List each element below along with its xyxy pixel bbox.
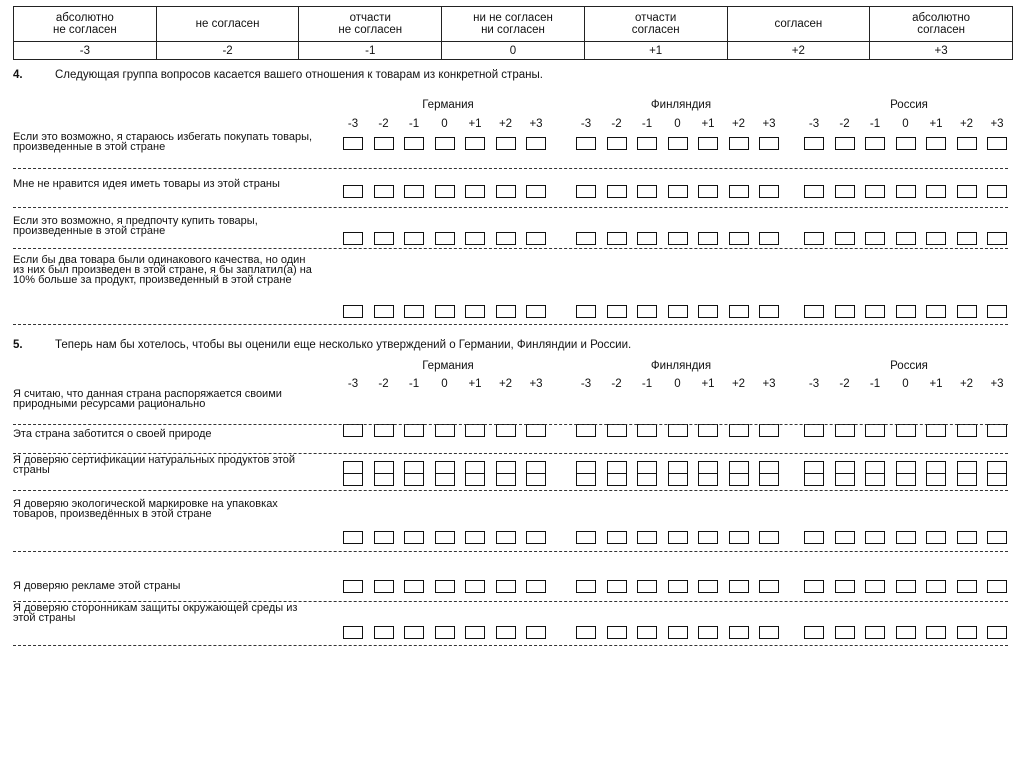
rating-checkbox[interactable] <box>526 424 546 437</box>
rating-checkbox[interactable] <box>374 424 394 437</box>
rating-checkbox[interactable] <box>576 185 596 198</box>
rating-checkbox[interactable] <box>404 137 424 150</box>
rating-checkbox[interactable] <box>607 580 627 593</box>
rating-checkbox[interactable] <box>896 531 916 544</box>
rating-checkbox[interactable] <box>987 473 1007 486</box>
rating-checkbox[interactable] <box>835 424 855 437</box>
rating-checkbox[interactable] <box>926 473 946 486</box>
question-5-number: 5. <box>13 339 23 351</box>
rating-checkbox[interactable] <box>668 185 688 198</box>
rating-checkbox[interactable] <box>698 232 718 245</box>
row-divider <box>13 207 1008 208</box>
rating-checkbox[interactable] <box>865 580 885 593</box>
scale-number: +1 <box>701 118 715 130</box>
scale-number: +3 <box>529 118 543 130</box>
rating-checkbox[interactable] <box>759 137 779 150</box>
scale-number: +1 <box>929 118 943 130</box>
scale-number: -2 <box>378 378 389 390</box>
rating-checkbox[interactable] <box>343 580 363 593</box>
rating-checkbox[interactable] <box>637 626 657 639</box>
rating-checkbox[interactable] <box>607 473 627 486</box>
scale-number: -2 <box>611 118 622 130</box>
rating-checkbox[interactable] <box>668 580 688 593</box>
scale-value: +2 <box>727 42 870 60</box>
rating-checkbox[interactable] <box>343 531 363 544</box>
rating-checkbox[interactable] <box>668 473 688 486</box>
scale-value: -1 <box>299 42 442 60</box>
rating-checkbox[interactable] <box>896 137 916 150</box>
rating-checkbox[interactable] <box>374 531 394 544</box>
rating-checkbox[interactable] <box>607 305 627 318</box>
rating-checkbox[interactable] <box>343 626 363 639</box>
rating-checkbox[interactable] <box>926 137 946 150</box>
question-4-text: Следующая группа вопросов касается вашего отношения к товарам из конкретной страны. <box>55 69 543 81</box>
rating-checkbox[interactable] <box>496 137 516 150</box>
rating-checkbox[interactable] <box>637 305 657 318</box>
statement-text: Если это возможно, я стараюсь избегать покупать товары, произведенные в этой стране <box>13 131 313 153</box>
rating-checkbox[interactable] <box>374 185 394 198</box>
rating-checkbox[interactable] <box>374 137 394 150</box>
rating-checkbox[interactable] <box>668 232 688 245</box>
rating-checkbox[interactable] <box>465 531 485 544</box>
statement-text: Если это возможно, я предпочту купить товары, произведенные в этой стране <box>13 215 258 237</box>
rating-checkbox[interactable] <box>804 305 824 318</box>
rating-checkbox[interactable] <box>759 531 779 544</box>
rating-checkbox[interactable] <box>465 185 485 198</box>
rating-checkbox[interactable] <box>957 232 977 245</box>
rating-checkbox[interactable] <box>526 185 546 198</box>
rating-checkbox[interactable] <box>698 137 718 150</box>
scale-number: +3 <box>990 378 1004 390</box>
rating-checkbox[interactable] <box>668 137 688 150</box>
rating-checkbox[interactable] <box>576 580 596 593</box>
scale-number: +1 <box>929 378 943 390</box>
scale-number: +2 <box>731 378 746 390</box>
rating-checkbox[interactable] <box>835 185 855 198</box>
rating-checkbox[interactable] <box>374 580 394 593</box>
rating-checkbox[interactable] <box>576 531 596 544</box>
scale-number: -1 <box>869 118 881 130</box>
statement-text: Я доверяю сторонникам защиты окружающей среды из этой страны <box>13 602 298 624</box>
rating-checkbox[interactable] <box>987 137 1007 150</box>
rating-checkbox[interactable] <box>729 137 749 150</box>
rating-checkbox[interactable] <box>343 473 363 486</box>
scale-number: -1 <box>869 378 881 390</box>
rating-checkbox[interactable] <box>926 305 946 318</box>
rating-checkbox[interactable] <box>374 626 394 639</box>
rating-checkbox[interactable] <box>865 137 885 150</box>
rating-checkbox[interactable] <box>698 626 718 639</box>
country-header: Россия <box>890 99 928 111</box>
rating-checkbox[interactable] <box>865 424 885 437</box>
country-header: Финляндия <box>650 99 712 111</box>
scale-number: -2 <box>378 118 389 130</box>
rating-checkbox[interactable] <box>865 473 885 486</box>
rating-checkbox[interactable] <box>404 473 424 486</box>
rating-checkbox[interactable] <box>698 424 718 437</box>
row-divider <box>13 324 1008 325</box>
scale-number: -3 <box>808 378 820 390</box>
statement-text: Мне не нравится идея иметь товары из этой страны <box>13 178 280 190</box>
rating-checkbox[interactable] <box>835 232 855 245</box>
rating-checkbox[interactable] <box>804 424 824 437</box>
scale-label: согласен <box>727 7 870 42</box>
rating-checkbox[interactable] <box>435 137 455 150</box>
rating-checkbox[interactable] <box>957 473 977 486</box>
rating-checkbox[interactable] <box>896 580 916 593</box>
scale-number: +2 <box>959 118 974 130</box>
rating-checkbox[interactable] <box>926 424 946 437</box>
scale-number: -2 <box>839 118 850 130</box>
scale-label: ни не согласен ни согласен <box>442 7 585 42</box>
rating-checkbox[interactable] <box>759 424 779 437</box>
rating-checkbox[interactable] <box>404 424 424 437</box>
rating-checkbox[interactable] <box>526 305 546 318</box>
scale-label: не согласен <box>156 7 299 42</box>
scale-number: 0 <box>674 118 681 130</box>
rating-checkbox[interactable] <box>835 531 855 544</box>
rating-checkbox[interactable] <box>668 626 688 639</box>
rating-checkbox[interactable] <box>404 305 424 318</box>
rating-checkbox[interactable] <box>435 232 455 245</box>
rating-checkbox[interactable] <box>804 580 824 593</box>
rating-checkbox[interactable] <box>465 473 485 486</box>
rating-checkbox[interactable] <box>526 531 546 544</box>
statement-text: Эта страна заботится о своей природе <box>13 428 212 440</box>
rating-checkbox[interactable] <box>435 424 455 437</box>
scale-number: +1 <box>701 378 715 390</box>
row-divider <box>13 168 1008 169</box>
rating-checkbox[interactable] <box>729 626 749 639</box>
scale-number: 0 <box>902 118 909 130</box>
rating-checkbox[interactable] <box>465 580 485 593</box>
rating-checkbox[interactable] <box>637 473 657 486</box>
scale-number: +2 <box>498 378 513 390</box>
rating-checkbox[interactable] <box>957 305 977 318</box>
rating-checkbox[interactable] <box>926 580 946 593</box>
rating-checkbox[interactable] <box>404 531 424 544</box>
rating-checkbox[interactable] <box>698 473 718 486</box>
scale-label: абсолютно не согласен <box>14 7 157 42</box>
rating-checkbox[interactable] <box>957 424 977 437</box>
scale-number: +2 <box>959 378 974 390</box>
rating-checkbox[interactable] <box>804 137 824 150</box>
scale-number: -1 <box>641 118 653 130</box>
rating-checkbox[interactable] <box>729 531 749 544</box>
rating-checkbox[interactable] <box>804 185 824 198</box>
rating-checkbox[interactable] <box>637 185 657 198</box>
rating-checkbox[interactable] <box>576 305 596 318</box>
rating-checkbox[interactable] <box>526 473 546 486</box>
rating-checkbox[interactable] <box>607 531 627 544</box>
rating-checkbox[interactable] <box>668 424 688 437</box>
rating-checkbox[interactable] <box>435 531 455 544</box>
rating-checkbox[interactable] <box>343 305 363 318</box>
country-header: Германия <box>422 99 474 111</box>
rating-checkbox[interactable] <box>526 232 546 245</box>
statement-text: Я доверяю экологической маркировке на упаковках товаров, произведённых в этой стране <box>13 498 278 520</box>
statement-text: Я доверяю сертификации натуральных продуктов этой страны <box>13 454 296 476</box>
rating-checkbox[interactable] <box>896 626 916 639</box>
rating-checkbox[interactable] <box>896 305 916 318</box>
rating-checkbox[interactable] <box>374 232 394 245</box>
rating-checkbox[interactable] <box>496 473 516 486</box>
scale-number: -2 <box>611 378 622 390</box>
rating-checkbox[interactable] <box>435 626 455 639</box>
rating-checkbox[interactable] <box>926 531 946 544</box>
rating-checkbox[interactable] <box>896 424 916 437</box>
rating-checkbox[interactable] <box>865 232 885 245</box>
rating-checkbox[interactable] <box>926 232 946 245</box>
scale-number: +3 <box>762 118 776 130</box>
rating-checkbox[interactable] <box>896 232 916 245</box>
rating-checkbox[interactable] <box>343 137 363 150</box>
rating-checkbox[interactable] <box>607 424 627 437</box>
rating-checkbox[interactable] <box>637 580 657 593</box>
rating-checkbox[interactable] <box>987 626 1007 639</box>
rating-checkbox[interactable] <box>804 531 824 544</box>
scale-number: -1 <box>641 378 653 390</box>
rating-checkbox[interactable] <box>404 626 424 639</box>
rating-checkbox[interactable] <box>496 305 516 318</box>
rating-checkbox[interactable] <box>526 580 546 593</box>
rating-checkbox[interactable] <box>865 185 885 198</box>
rating-checkbox[interactable] <box>759 305 779 318</box>
scale-number: +1 <box>468 118 482 130</box>
statement-text: Если бы два товара были одинакового качества, но один из них был произведен в этой стране, я бы заплатил(а) на 10% больше за продукт, произведенный в этой стране <box>13 254 312 286</box>
scale-number: -1 <box>408 378 420 390</box>
rating-checkbox[interactable] <box>496 626 516 639</box>
rating-checkbox[interactable] <box>465 626 485 639</box>
rating-checkbox[interactable] <box>374 305 394 318</box>
row-divider <box>13 551 1008 552</box>
rating-checkbox[interactable] <box>804 232 824 245</box>
rating-checkbox[interactable] <box>576 424 596 437</box>
rating-checkbox[interactable] <box>835 580 855 593</box>
rating-checkbox[interactable] <box>759 580 779 593</box>
scale-number: -3 <box>580 118 592 130</box>
rating-checkbox[interactable] <box>496 232 516 245</box>
rating-checkbox[interactable] <box>607 232 627 245</box>
rating-checkbox[interactable] <box>987 232 1007 245</box>
scale-number: 0 <box>441 118 448 130</box>
scale-number: +2 <box>498 118 513 130</box>
rating-checkbox[interactable] <box>896 185 916 198</box>
rating-checkbox[interactable] <box>957 531 977 544</box>
rating-checkbox[interactable] <box>576 626 596 639</box>
rating-checkbox[interactable] <box>835 626 855 639</box>
scale-label-row <box>14 7 1013 42</box>
rating-checkbox[interactable] <box>607 185 627 198</box>
scale-number: -3 <box>808 118 820 130</box>
rating-checkbox[interactable] <box>496 531 516 544</box>
rating-checkbox[interactable] <box>496 185 516 198</box>
rating-checkbox[interactable] <box>465 137 485 150</box>
rating-checkbox[interactable] <box>987 424 1007 437</box>
scale-number: -2 <box>839 378 850 390</box>
rating-checkbox[interactable] <box>957 626 977 639</box>
scale-value: -2 <box>156 42 299 60</box>
rating-checkbox[interactable] <box>526 626 546 639</box>
scale-number: +3 <box>529 378 543 390</box>
row-divider <box>13 248 1008 249</box>
scale-number: 0 <box>674 378 681 390</box>
scale-label: отчасти не согласен <box>299 7 442 42</box>
scale-number: -1 <box>408 118 420 130</box>
country-header: Финляндия <box>650 360 712 372</box>
rating-checkbox[interactable] <box>698 305 718 318</box>
rating-checkbox[interactable] <box>607 137 627 150</box>
rating-checkbox[interactable] <box>576 232 596 245</box>
rating-checkbox[interactable] <box>865 531 885 544</box>
rating-checkbox[interactable] <box>729 185 749 198</box>
question-5-text: Теперь нам бы хотелось, чтобы вы оценили еще несколько утверждений о Германии, Финляндии и России. <box>55 339 632 351</box>
rating-checkbox[interactable] <box>343 232 363 245</box>
rating-checkbox[interactable] <box>729 580 749 593</box>
rating-checkbox[interactable] <box>576 137 596 150</box>
scale-number: -3 <box>580 378 592 390</box>
rating-checkbox[interactable] <box>759 232 779 245</box>
rating-checkbox[interactable] <box>526 137 546 150</box>
rating-checkbox[interactable] <box>637 424 657 437</box>
rating-checkbox[interactable] <box>835 473 855 486</box>
rating-checkbox[interactable] <box>435 185 455 198</box>
rating-checkbox[interactable] <box>729 305 749 318</box>
rating-checkbox[interactable] <box>668 531 688 544</box>
row-divider <box>13 645 1008 646</box>
rating-checkbox[interactable] <box>637 232 657 245</box>
rating-checkbox[interactable] <box>435 473 455 486</box>
scale-value: +3 <box>870 42 1013 60</box>
scale-number: 0 <box>441 378 448 390</box>
rating-checkbox[interactable] <box>926 626 946 639</box>
rating-checkbox[interactable] <box>729 473 749 486</box>
row-divider <box>13 490 1008 491</box>
rating-checkbox[interactable] <box>465 424 485 437</box>
rating-checkbox[interactable] <box>637 137 657 150</box>
rating-checkbox[interactable] <box>987 580 1007 593</box>
scale-legend-table <box>13 6 1013 60</box>
rating-checkbox[interactable] <box>343 185 363 198</box>
rating-checkbox[interactable] <box>496 580 516 593</box>
rating-checkbox[interactable] <box>865 626 885 639</box>
rating-checkbox[interactable] <box>374 473 394 486</box>
rating-checkbox[interactable] <box>759 473 779 486</box>
rating-checkbox[interactable] <box>668 305 688 318</box>
rating-checkbox[interactable] <box>698 185 718 198</box>
scale-label: отчасти согласен <box>584 7 727 42</box>
rating-checkbox[interactable] <box>957 580 977 593</box>
scale-number: -3 <box>347 378 359 390</box>
rating-checkbox[interactable] <box>987 305 1007 318</box>
rating-checkbox[interactable] <box>404 232 424 245</box>
rating-checkbox[interactable] <box>404 580 424 593</box>
rating-checkbox[interactable] <box>957 137 977 150</box>
rating-checkbox[interactable] <box>926 185 946 198</box>
rating-checkbox[interactable] <box>987 185 1007 198</box>
rating-checkbox[interactable] <box>804 626 824 639</box>
rating-checkbox[interactable] <box>343 424 363 437</box>
rating-checkbox[interactable] <box>759 626 779 639</box>
scale-number: 0 <box>902 378 909 390</box>
rating-checkbox[interactable] <box>729 232 749 245</box>
scale-label: абсолютно согласен <box>870 7 1013 42</box>
scale-number: +1 <box>468 378 482 390</box>
rating-checkbox[interactable] <box>729 424 749 437</box>
rating-checkbox[interactable] <box>835 137 855 150</box>
rating-checkbox[interactable] <box>987 531 1007 544</box>
scale-value: +1 <box>584 42 727 60</box>
country-header: Россия <box>890 360 928 372</box>
rating-checkbox[interactable] <box>607 626 627 639</box>
rating-checkbox[interactable] <box>896 473 916 486</box>
rating-checkbox[interactable] <box>698 531 718 544</box>
rating-checkbox[interactable] <box>465 305 485 318</box>
scale-number: +2 <box>731 118 746 130</box>
row-divider <box>13 424 1008 425</box>
scale-value: 0 <box>442 42 585 60</box>
rating-checkbox[interactable] <box>435 580 455 593</box>
rating-checkbox[interactable] <box>698 580 718 593</box>
statement-text: Я считаю, что данная страна распоряжается своими природными ресурсами рационально <box>13 388 282 410</box>
rating-checkbox[interactable] <box>804 473 824 486</box>
rating-checkbox[interactable] <box>759 185 779 198</box>
rating-checkbox[interactable] <box>637 531 657 544</box>
rating-checkbox[interactable] <box>835 305 855 318</box>
rating-checkbox[interactable] <box>496 424 516 437</box>
scale-number: -3 <box>347 118 359 130</box>
rating-checkbox[interactable] <box>465 232 485 245</box>
scale-number: +3 <box>990 118 1004 130</box>
statement-text: Я доверяю рекламе этой страны <box>13 580 181 592</box>
scale-value: -3 <box>14 42 157 60</box>
country-header: Германия <box>422 360 474 372</box>
rating-checkbox[interactable] <box>576 473 596 486</box>
rating-checkbox[interactable] <box>435 305 455 318</box>
rating-checkbox[interactable] <box>957 185 977 198</box>
question-4-number: 4. <box>13 69 23 81</box>
rating-checkbox[interactable] <box>404 185 424 198</box>
rating-checkbox[interactable] <box>865 305 885 318</box>
scale-value-row <box>14 42 1013 60</box>
scale-number: +3 <box>762 378 776 390</box>
